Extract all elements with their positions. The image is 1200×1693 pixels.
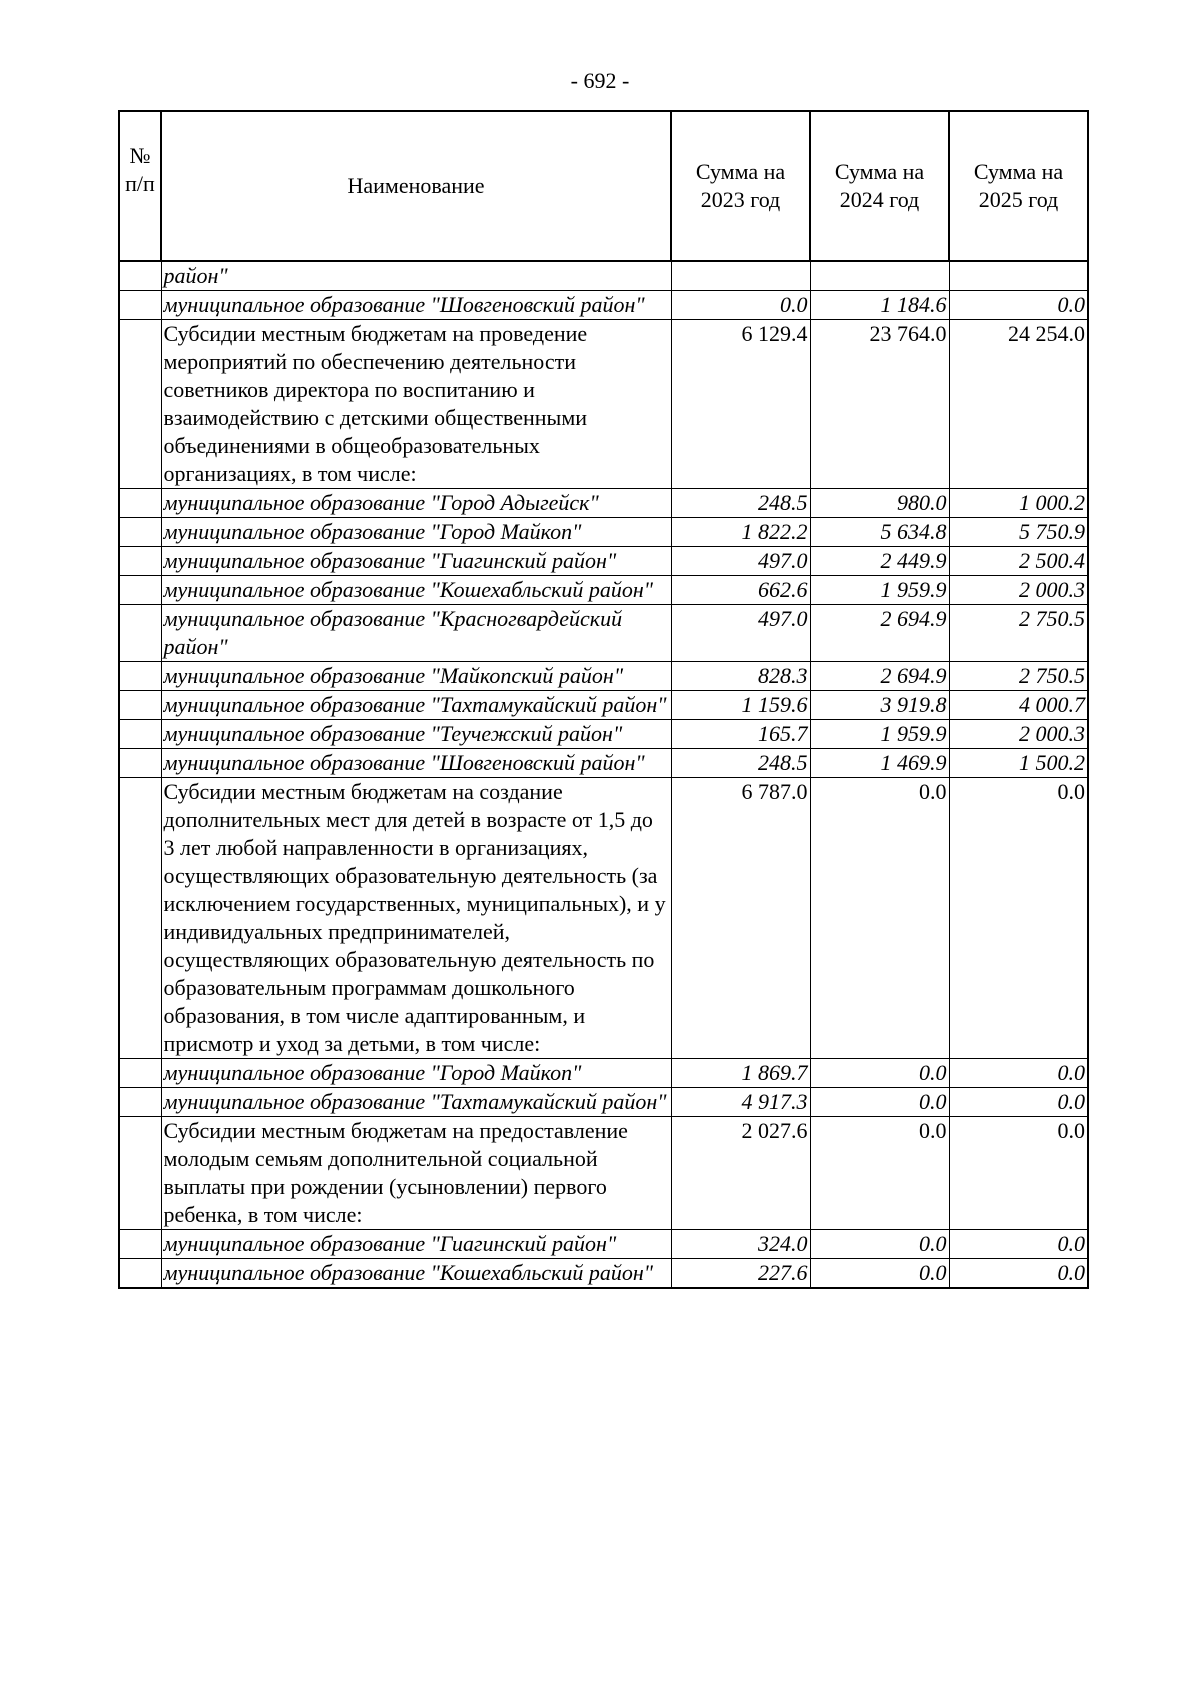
cell-sum-2024: 1 184.6 xyxy=(810,291,949,320)
cell-name: муниципальное образование "Город Адыгейск" xyxy=(161,489,671,518)
cell-sum-2023: 0.0 xyxy=(671,291,810,320)
table-row-municipality xyxy=(119,261,1088,291)
cell-num xyxy=(119,291,161,320)
cell-name: Субсидии местным бюджетам на предоставление молодым семьям дополнительной социальной выплаты при рождении (усыновлении) первого ребенка, в том числе: xyxy=(161,1117,671,1230)
table-row-municipality xyxy=(119,291,1088,320)
cell-sum-2025: 2 000.3 xyxy=(949,720,1088,749)
cell-sum-2025: 2 500.4 xyxy=(949,547,1088,576)
header-row xyxy=(119,111,1088,261)
cell-sum-2024: 1 959.9 xyxy=(810,720,949,749)
cell-sum-2024: 3 919.8 xyxy=(810,691,949,720)
cell-sum-2025: 0.0 xyxy=(949,1117,1088,1230)
table-row-municipality xyxy=(119,662,1088,691)
cell-num xyxy=(119,778,161,1059)
cell-sum-2025: 4 000.7 xyxy=(949,691,1088,720)
cell-num xyxy=(119,605,161,662)
cell-sum-2023: 828.3 xyxy=(671,662,810,691)
cell-sum-2023: 1 822.2 xyxy=(671,518,810,547)
cell-sum-2025: 5 750.9 xyxy=(949,518,1088,547)
cell-num xyxy=(119,518,161,547)
cell-name: муниципальное образование "Город Майкоп" xyxy=(161,1059,671,1088)
cell-sum-2023: 497.0 xyxy=(671,605,810,662)
cell-num xyxy=(119,261,161,291)
cell-sum-2023: 248.5 xyxy=(671,749,810,778)
table-row-municipality xyxy=(119,489,1088,518)
cell-sum-2023: 1 159.6 xyxy=(671,691,810,720)
cell-sum-2023 xyxy=(671,261,810,291)
cell-sum-2024: 980.0 xyxy=(810,489,949,518)
cell-num xyxy=(119,1088,161,1117)
header-num: № п/п xyxy=(119,111,161,261)
cell-sum-2023: 497.0 xyxy=(671,547,810,576)
cell-name: муниципальное образование "Тахтамукайский район" xyxy=(161,1088,671,1117)
cell-sum-2024: 2 694.9 xyxy=(810,605,949,662)
cell-sum-2024: 0.0 xyxy=(810,1259,949,1289)
table-row-municipality xyxy=(119,1230,1088,1259)
header-sum-2024: Сумма на 2024 год xyxy=(810,111,949,261)
cell-name: муниципальное образование "Кошехабльский район" xyxy=(161,576,671,605)
cell-sum-2025: 2 750.5 xyxy=(949,605,1088,662)
cell-sum-2024: 1 469.9 xyxy=(810,749,949,778)
cell-sum-2025: 0.0 xyxy=(949,778,1088,1059)
cell-sum-2024: 0.0 xyxy=(810,1230,949,1259)
cell-sum-2023: 324.0 xyxy=(671,1230,810,1259)
cell-name: муниципальное образование "Гиагинский район" xyxy=(161,1230,671,1259)
header-sum-2025: Сумма на 2025 год xyxy=(949,111,1088,261)
cell-name: муниципальное образование "Кошехабльский район" xyxy=(161,1259,671,1289)
cell-num xyxy=(119,547,161,576)
cell-sum-2025: 0.0 xyxy=(949,291,1088,320)
cell-sum-2023: 1 869.7 xyxy=(671,1059,810,1088)
cell-sum-2023: 6 129.4 xyxy=(671,320,810,489)
cell-sum-2024: 0.0 xyxy=(810,1117,949,1230)
table-row-municipality xyxy=(119,605,1088,662)
cell-sum-2025: 0.0 xyxy=(949,1230,1088,1259)
table-row-municipality xyxy=(119,691,1088,720)
table-row-municipality xyxy=(119,1259,1088,1289)
table-body xyxy=(119,261,1088,1288)
cell-sum-2024: 23 764.0 xyxy=(810,320,949,489)
cell-num xyxy=(119,720,161,749)
cell-sum-2025: 2 000.3 xyxy=(949,576,1088,605)
cell-sum-2024: 2 694.9 xyxy=(810,662,949,691)
cell-num xyxy=(119,691,161,720)
cell-sum-2023: 165.7 xyxy=(671,720,810,749)
cell-sum-2025: 0.0 xyxy=(949,1059,1088,1088)
cell-name: муниципальное образование "Гиагинский район" xyxy=(161,547,671,576)
table-row-subsidy xyxy=(119,778,1088,1059)
cell-num xyxy=(119,576,161,605)
cell-name: Субсидии местным бюджетам на создание дополнительных мест для детей в возрасте от 1,5 до 3 лет любой направленности в организациях, осуществляющих образовательную деятельность (за исключением государственных, муниципальных), и у индивидуальных предпринимателей, осуществляющих образовательную деятельность по образовательным программам дошкольного образования, в том числе адаптированным, и присмотр и уход за детьми, в том числе: xyxy=(161,778,671,1059)
cell-name: район" xyxy=(161,261,671,291)
cell-name: муниципальное образование "Красногвардейский район" xyxy=(161,605,671,662)
cell-num xyxy=(119,1059,161,1088)
cell-sum-2025: 24 254.0 xyxy=(949,320,1088,489)
cell-name: муниципальное образование "Город Майкоп" xyxy=(161,518,671,547)
table-row-municipality xyxy=(119,1088,1088,1117)
cell-sum-2023: 6 787.0 xyxy=(671,778,810,1059)
cell-num xyxy=(119,489,161,518)
cell-sum-2024: 5 634.8 xyxy=(810,518,949,547)
table-row-subsidy xyxy=(119,1117,1088,1230)
table-row-municipality xyxy=(119,547,1088,576)
cell-name: муниципальное образование "Шовгеновский район" xyxy=(161,291,671,320)
cell-sum-2025: 0.0 xyxy=(949,1259,1088,1289)
cell-sum-2023: 248.5 xyxy=(671,489,810,518)
cell-sum-2023: 662.6 xyxy=(671,576,810,605)
cell-num xyxy=(119,1230,161,1259)
table-row-municipality xyxy=(119,720,1088,749)
cell-name: муниципальное образование "Майкопский район" xyxy=(161,662,671,691)
table-row-municipality xyxy=(119,1059,1088,1088)
cell-sum-2025: 1 500.2 xyxy=(949,749,1088,778)
cell-sum-2024: 0.0 xyxy=(810,1059,949,1088)
header-sum-2023: Сумма на 2023 год xyxy=(671,111,810,261)
cell-sum-2025: 2 750.5 xyxy=(949,662,1088,691)
budget-table xyxy=(118,110,1089,1289)
cell-sum-2025 xyxy=(949,261,1088,291)
cell-name: муниципальное образование "Тахтамукайский район" xyxy=(161,691,671,720)
cell-num xyxy=(119,749,161,778)
cell-sum-2024: 0.0 xyxy=(810,1088,949,1117)
cell-sum-2025: 0.0 xyxy=(949,1088,1088,1117)
table-row-municipality xyxy=(119,576,1088,605)
cell-sum-2024: 1 959.9 xyxy=(810,576,949,605)
table-row-municipality xyxy=(119,518,1088,547)
cell-num xyxy=(119,1259,161,1289)
table-row-municipality xyxy=(119,749,1088,778)
cell-name: муниципальное образование "Шовгеновский район" xyxy=(161,749,671,778)
cell-sum-2024 xyxy=(810,261,949,291)
page-number: - 692 - xyxy=(570,68,630,93)
table-header xyxy=(119,111,1088,261)
header-name: Наименование xyxy=(161,111,671,261)
cell-sum-2024: 0.0 xyxy=(810,778,949,1059)
cell-num xyxy=(119,662,161,691)
cell-num xyxy=(119,1117,161,1230)
cell-name: Субсидии местным бюджетам на проведение мероприятий по обеспечению деятельности советников директора по воспитанию и взаимодействию с детскими общественными объединениями в общеобразовательных организациях, в том числе: xyxy=(161,320,671,489)
cell-name: муниципальное образование "Теучежский район" xyxy=(161,720,671,749)
table-row-subsidy xyxy=(119,320,1088,489)
cell-sum-2023: 4 917.3 xyxy=(671,1088,810,1117)
cell-sum-2024: 2 449.9 xyxy=(810,547,949,576)
cell-sum-2023: 227.6 xyxy=(671,1259,810,1289)
cell-sum-2023: 2 027.6 xyxy=(671,1117,810,1230)
cell-sum-2025: 1 000.2 xyxy=(949,489,1088,518)
cell-num xyxy=(119,320,161,489)
